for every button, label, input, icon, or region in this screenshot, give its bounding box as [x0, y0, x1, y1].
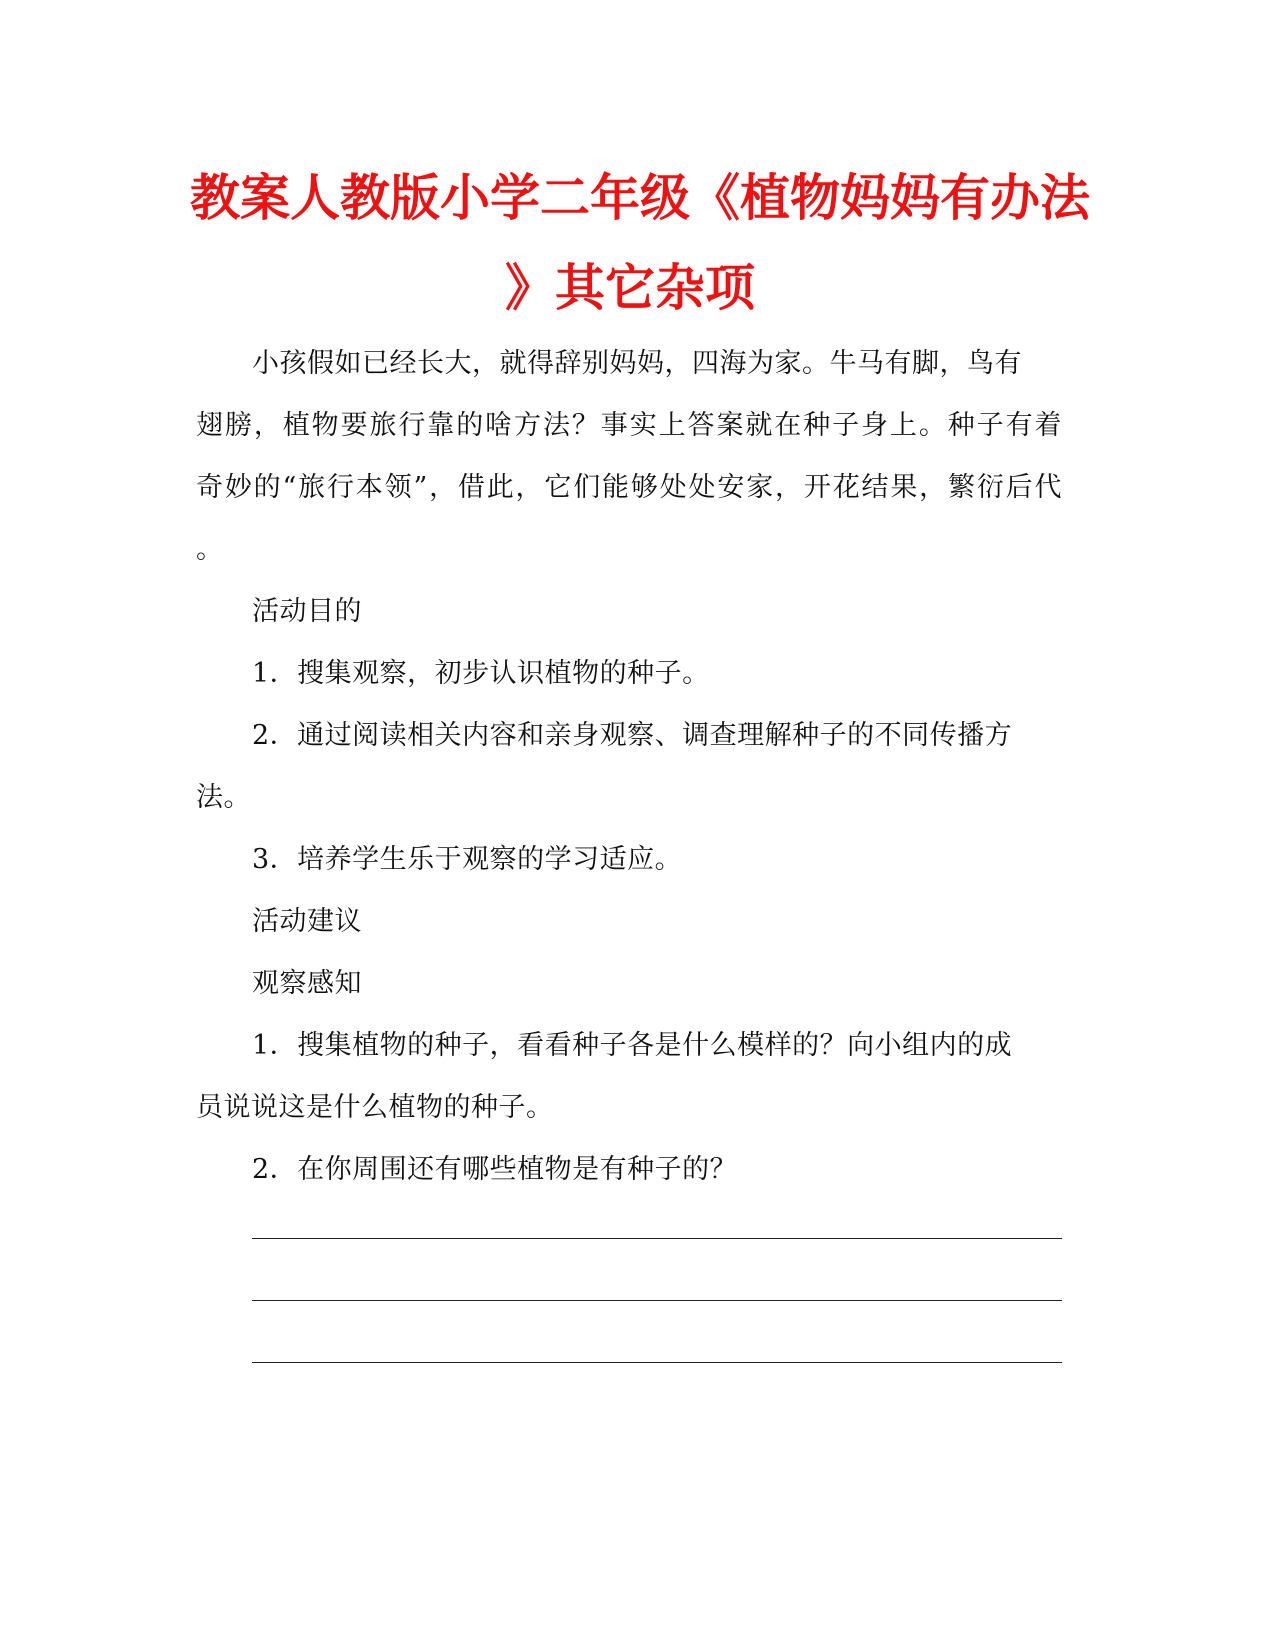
step-item-2: 2．在你周围还有哪些植物是有种子的？ [252, 1154, 738, 1185]
intro-paragraph-line-2: 翅膀，植物要旅行靠的啥方法？事实上答案就在种子身上。种子有着 [196, 410, 1062, 441]
document-title-line-1: 教案人教版小学二年级《植物妈妈有办法 [190, 169, 1090, 227]
goal-item-1: 1．搜集观察，初步认识植物的种子。 [252, 658, 710, 689]
suggestions-heading: 活动建议 [252, 906, 362, 937]
goal-item-2-line-2: 法。 [196, 782, 251, 813]
answer-blank-line-2[interactable] [252, 1300, 1062, 1301]
goals-heading: 活动目的 [252, 596, 362, 627]
answer-blank-line-1[interactable] [252, 1238, 1062, 1239]
goal-item-3: 3．培养学生乐于观察的学习适应。 [252, 844, 683, 875]
step-item-1-line-1: 1．搜集植物的种子，看看种子各是什么模样的？向小组内的成 [252, 1030, 1013, 1061]
document-title-line-2: 》其它杂项 [505, 259, 755, 317]
intro-paragraph-line-4: 。 [196, 534, 224, 565]
intro-paragraph-line-3: 奇妙的“旅行本领”，借此，它们能够处处安家，开花结果，繁衍后代 [196, 472, 1062, 503]
step-item-1-line-2: 员说说这是什么植物的种子。 [196, 1092, 554, 1123]
goal-item-2-line-1: 2．通过阅读相关内容和亲身观察、调查理解种子的不同传播方 [252, 720, 1013, 751]
answer-blank-line-3[interactable] [252, 1362, 1062, 1363]
intro-paragraph-line-1: 小孩假如已经长大，就得辞别妈妈，四海为家。牛马有脚，鸟有 [252, 348, 1022, 379]
observe-heading: 观察感知 [252, 968, 362, 999]
